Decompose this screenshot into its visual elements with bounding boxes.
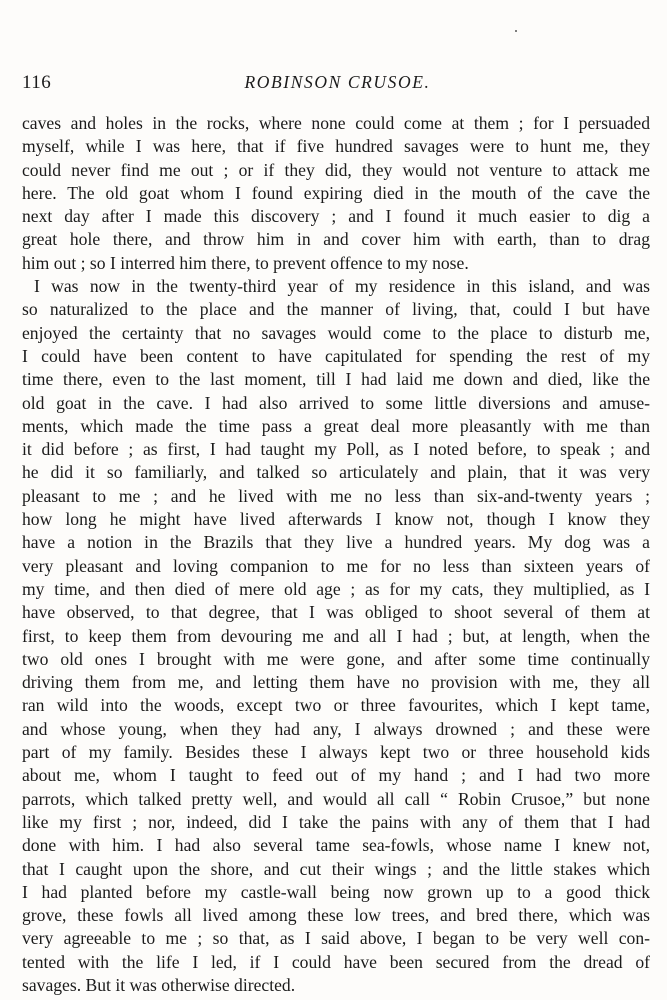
text-line: myself, while I was here, that if five hundred savages were to hunt me, they	[22, 136, 650, 157]
text-line: old goat in the cave. I had also arrived to some little diversions and amuse-	[22, 392, 650, 413]
text-line: time there, even to the last moment, till I had laid me down and died, like the	[22, 369, 650, 390]
text-line: it did before ; as first, I had taught my Poll, as I noted before, to speak ; and	[22, 439, 650, 460]
text-line: great hole there, and throw him in and cover him with earth, than to drag	[22, 229, 650, 250]
text-line: part of my family. Besides these I always kept two or three household kids	[22, 742, 650, 763]
text-line: parrots, which talked pretty well, and would all call “ Robin Crusoe,” but none	[22, 788, 650, 809]
running-title: ROBINSON CRUSOE.	[244, 72, 431, 92]
text-line: about me, whom I taught to feed out of my hand ; and I had two more	[22, 765, 650, 786]
text-line: grove, these fowls all lived among these low trees, and bred there, which was	[22, 905, 650, 926]
text-line: I was now in the twenty-third year of my residence in this island, and was	[34, 276, 650, 297]
text-line: have a notion in the Brazils that they live a hundred years. My dog was a	[22, 532, 650, 553]
text-line: pleasant to me ; and he lived with me no less than six-and-twenty years ;	[22, 485, 650, 506]
text-line: my time, and then died of mere old age ; as for my cats, they multiplied, as I	[22, 578, 650, 599]
text-line: I could have been content to have capitulated for spending the rest of my	[22, 345, 650, 366]
text-line: have observed, to that degree, that I was obliged to shoot several of them at	[22, 602, 650, 623]
text-line: that I caught upon the shore, and cut their wings ; and the little stakes which	[22, 858, 650, 879]
text-line: enjoyed the certainty that no savages would come to the place to disturb me,	[22, 322, 650, 343]
text-line: and whose young, when they had any, I always drowned ; and these were	[22, 718, 650, 739]
text-line: driving them from me, and letting them have no provision with me, they all	[22, 672, 650, 693]
text-line: first, to keep them from devouring me and all I had ; but, at length, when the	[22, 625, 650, 646]
text-line: him out ; so I interred him there, to prevent offence to my nose.	[22, 252, 469, 273]
text-line: like my first ; nor, indeed, did I take the pains with any of them that I had	[22, 811, 650, 832]
body-text	[22, 112, 650, 997]
speck-mark	[515, 30, 517, 32]
text-line: he did it so familiarly, and talked so articulately and plain, that it was very	[22, 462, 650, 483]
text-line: ments, which made the time pass a great deal more pleasantly with me than	[22, 415, 650, 436]
text-line: how long he might have lived afterwards I know not, though I know they	[22, 509, 650, 530]
page-number: 116	[22, 72, 52, 93]
text-line: savages. But it was otherwise directed.	[22, 974, 296, 995]
text-line: I had planted before my castle-wall being now grown up to a good thick	[22, 881, 650, 902]
text-line: next day after I made this discovery ; and I found it much easier to dig a	[22, 206, 650, 227]
text-line: very pleasant and loving companion to me for no less than sixteen years of	[22, 555, 650, 576]
text-line: could never find me out ; or if they did, they would not venture to attack me	[22, 159, 650, 180]
text-line: so naturalized to the place and the manner of living, that, could I but have	[22, 299, 650, 320]
text-line: done with him. I had also several tame sea-fowls, whose name I knew not,	[22, 835, 650, 856]
text-line: two old ones I brought with me were gone, and after some time continually	[22, 648, 650, 669]
text-line: tented with the life I led, if I could have been secured from the dread of	[22, 951, 650, 972]
text-line: here. The old goat whom I found expiring died in the mouth of the cave the	[22, 182, 650, 203]
text-line: caves and holes in the rocks, where none could come at them ; for I persuaded	[22, 113, 650, 133]
text-line: very agreeable to me ; so that, as I said above, I began to be very well con-	[22, 928, 650, 949]
text-line: ran wild into the woods, except two or three favourites, which I kept tame,	[22, 695, 650, 716]
running-head	[22, 66, 653, 96]
